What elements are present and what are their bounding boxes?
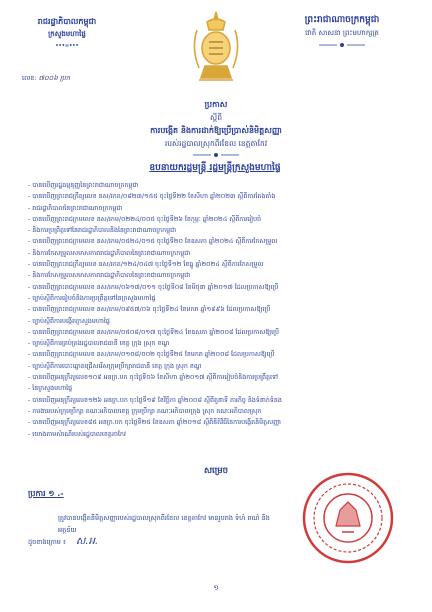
reference-label: លេខ: bbox=[22, 74, 37, 82]
official-seal-icon bbox=[300, 470, 396, 566]
minister-title: ឧបនាយករដ្ឋមន្ត្រី រដ្ឋមន្ត្រីក្រសួងមហាផ្ទៃ bbox=[149, 163, 281, 173]
document-title bbox=[96, 98, 336, 158]
kingdom-header bbox=[272, 14, 412, 48]
consideration-item: - បានឃើញព្រះរាជក្រមលេខ នស/រកម/០២២៤/០០៥ ចុះថ្ងៃទី២៦ ខែកុម្ភៈ ឆ្នាំ២០២៤ ស្តីពីការរៀបចំ bbox=[28, 214, 408, 225]
consideration-item: - បានឃើញព្រះរាជក្រមលេខ នស/រកម/០១០៨/០០២ ចុះថ្ងៃទី២៥ ខែមករា ឆ្នាំ២០០៨ ដែលប្រកាសឱ្យប្រើ bbox=[28, 349, 408, 360]
header-ornament: •••∞••• bbox=[55, 43, 79, 49]
national-motto: ជាតិ សាសនា ព្រះមហាក្សត្រ bbox=[305, 29, 379, 37]
consideration-item: - និងការកែសម្រួលសមាសភាពរាជរដ្ឋាភិបាលនៃព្រះរាជាណាចក្រកម្ពុជា bbox=[28, 270, 408, 281]
article-text-line-1: ត្រូវបានបង្កើតនិមិត្តសញ្ញារបស់រដ្ឋបាលស្រុកពីរខែល ខេត្តតាកែវ មានរូបរាង ទំហំ ពណ៌ និងអត្ថន័យ bbox=[58, 514, 270, 534]
consideration-item: - ច្បាប់ស្តីពីការបង្កើតក្រសួងមហាផ្ទៃ bbox=[28, 316, 408, 327]
considerations-list bbox=[28, 180, 408, 440]
consideration-item: - នៃក្រសួងមហាផ្ទៃ bbox=[28, 383, 408, 394]
article-body bbox=[28, 512, 288, 548]
government-name: រាជរដ្ឋាភិបាលកម្ពុជា bbox=[37, 17, 97, 26]
royal-emblem-icon bbox=[187, 8, 245, 86]
title-concerning: ស្តីពី bbox=[210, 113, 222, 122]
page-number: ១ bbox=[213, 584, 219, 592]
consideration-item: - រាជរដ្ឋាភិបាលនៃព្រះរាជាណាចក្រកម្ពុជា bbox=[28, 203, 408, 214]
consideration-item: - បានឃើញព្រះរាជក្រមលេខ នស/រកម/០៩៥៧/០៦ ចុះថ្ងៃទី២៤ ខែមករា ឆ្នាំ១៩៩៦ ដែលប្រកាសឱ្យប្រើ bbox=[28, 304, 408, 315]
ministry-header bbox=[22, 16, 112, 52]
consideration-item: - ច្បាប់ស្តីពីការបោះឆ្នោតជ្រើសរើសក្រុមប្រឹក្សារាជធានី ខេត្ត ក្រុង ស្រុក ខណ្ឌ bbox=[28, 361, 408, 372]
consideration-item: - បានឃើញព្រះរាជក្រឹត្យលេខ នស/រកត/០៨២៣/១៥៥ ចុះថ្ងៃទី២២ ខែសីហា ឆ្នាំ២០២៣ ស្តីពីការតែងតាំង bbox=[28, 191, 408, 202]
title-administration: របស់រដ្ឋបាលស្រុកពីរខែល ខេត្តតាកែវ bbox=[164, 139, 268, 148]
article-label: ប្រការ ១ .- bbox=[28, 489, 64, 498]
title-subject: ការបង្កើត និងការដាក់ឱ្យប្រើប្រាស់និមិត្តសញ្ញា bbox=[150, 126, 282, 135]
consideration-item: - បានឃើញព្រះរាជក្រមលេខ នស/រកម/០៥០៨/០១៧ ចុះថ្ងៃទី២៤ ខែឧសភា ឆ្នាំ២០០៨ ដែលប្រកាសឱ្យប្រើ bbox=[28, 327, 408, 338]
title-prakas: ប្រកាស bbox=[204, 100, 228, 109]
consideration-item: - ច្បាប់ស្តីពីការគ្រប់គ្រងរដ្ឋបាលរាជធានី ខេត្ត ក្រុង ស្រុក ខណ្ឌ bbox=[28, 338, 408, 349]
consideration-item: - និងការប្រព្រឹត្តទៅនៃរាជរដ្ឋាភិបាលនិងនៃព្រះរាជាណាចក្រកម្ពុជា bbox=[28, 225, 408, 236]
ministry-name: ក្រសួងមហាផ្ទៃ bbox=[48, 30, 86, 38]
kingdom-name: ព្រះរាជាណាចក្រកម្ពុជា bbox=[304, 15, 380, 25]
reference-value: ៧០០៦ ប្រក bbox=[38, 74, 71, 82]
initial-signature: ស.អ. bbox=[75, 536, 99, 547]
consideration-item: - បានឃើញអនុក្រឹត្យលេខ៨៥ អនក្រ.បក ចុះថ្ងៃទី២៥ ខែឧសភា ឆ្នាំ២០១៨ ស្តីពីនីតិវិធីនៃការបង្កើតនិមិត្តសញ្ញា bbox=[28, 417, 408, 428]
consideration-item: - បានឃើញអនុក្រឹត្យលេខ១០៩ អនក្រ.បក ចុះថ្ងៃទី០៦ ខែសីហា ឆ្នាំ២០១៧ ស្តីពីការរៀបចំនិងការប្រព្រឹត្តទៅ bbox=[28, 372, 408, 383]
consideration-item: - និងការកែសម្រួលសមាសភាពរាជរដ្ឋាភិបាលនៃព្រះរាជាណាចក្រកម្ពុជា bbox=[28, 248, 408, 259]
consideration-item: - ការងាររបស់ក្រុមប្រឹក្សា គណៈអភិបាលខេត្ត ក្រុមប្រឹក្សា គណៈអភិបាលក្រុង ស្រុក គណៈអភិបាលស្រុក bbox=[28, 406, 408, 417]
title-ornament-icon bbox=[191, 152, 241, 158]
consideration-item: - បានឃើញអនុក្រឹត្យលេខ១២៦ អនក្រ.បក ចុះថ្ងៃទី១៩ ខែវិច្ឆិកា ឆ្នាំ២០០៨ ស្តីពីតួនាទី ភារកិច្ច និងទំនាក់ទំនង bbox=[28, 395, 408, 406]
ornament-divider-icon bbox=[317, 42, 367, 48]
consideration-item: - បានឃើញព្រះរាជក្រឹត្យលេខ នស/រកត/១២៤/០៤៧ ចុះថ្ងៃទី១២ ខែធ្នូ ឆ្នាំ២០២៤ ស្តីពីការកែសម្រួល bbox=[28, 259, 408, 270]
consideration-item: - បានឃើញព្រះរាជក្រមលេខ នស/រកម/០៦១៧/០១១ ចុះថ្ងៃទី០៨ ខែមិថុនា ឆ្នាំ២០១៧ ដែលប្រកាសឱ្យប្រើ bbox=[28, 282, 408, 293]
article-text-line-2: ដូចខាងក្រោម ៖ bbox=[28, 538, 66, 546]
consideration-item: - យោងតាមសំណើរបស់រដ្ឋបាលខេត្តតាកែវ bbox=[28, 429, 408, 440]
decision-heading: សម្រេច bbox=[203, 466, 229, 476]
consideration-item: - ច្បាប់ស្តីពីការរៀបចំនិងការប្រព្រឹត្តទៅនៃក្រសួងមហាផ្ទៃ bbox=[28, 293, 408, 304]
consideration-item: - បានឃើញរដ្ឋធម្មនុញ្ញនៃព្រះរាជាណាចក្រកម្ពុជា bbox=[28, 180, 408, 191]
reference-number bbox=[22, 74, 70, 84]
consideration-item: - បានឃើញព្រះរាជក្រមលេខ នស/រកម/០៥២៤/០១៥ ចុះថ្ងៃទី២០ ខែឧសភា ឆ្នាំ២០២៤ ស្តីពីការកែសម្រួល bbox=[28, 236, 408, 247]
